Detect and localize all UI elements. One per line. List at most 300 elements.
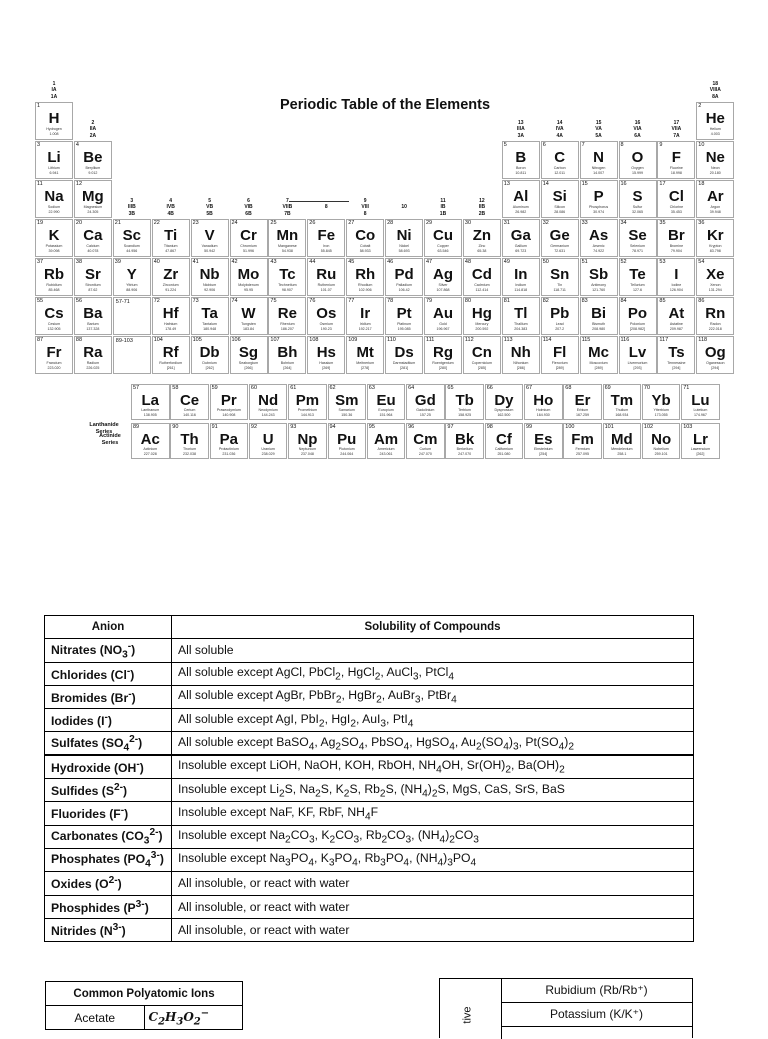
element-ne (696, 141, 734, 179)
element-db (191, 336, 229, 374)
element-si (541, 180, 579, 218)
atomic-mass: [262] (696, 452, 705, 456)
element-name: Iron (323, 244, 330, 248)
atomic-mass: 98.907 (281, 288, 293, 292)
element-symbol: Ar (706, 188, 724, 205)
group-header-line: 8A (712, 93, 719, 100)
solubility-cell: All insoluble, or react with water (172, 872, 694, 895)
lanthanide-tm (603, 384, 642, 420)
atomic-number: 103 (683, 424, 693, 430)
element-ra (74, 336, 112, 374)
element-rb (35, 258, 73, 296)
element-name: Gadolinium (416, 408, 435, 412)
element-symbol: Th (180, 431, 199, 448)
atomic-number: 46 (387, 259, 394, 265)
atomic-mass: 168.934 (615, 413, 629, 417)
atomic-number: 14 (542, 181, 549, 187)
element-name: Cobalt (359, 244, 371, 248)
element-symbol: Po (627, 305, 648, 322)
element-symbol: F (671, 149, 681, 166)
element-name: Scandium (123, 244, 140, 248)
element-symbol: Gd (414, 392, 436, 409)
element-symbol: C (554, 149, 566, 166)
element-symbol: Ge (549, 227, 570, 244)
atomic-number: 114 (542, 337, 552, 343)
atomic-number: 105 (192, 337, 202, 343)
atomic-mass: 101.07 (320, 288, 332, 292)
group-header-line: 5 (208, 197, 211, 204)
atomic-mass: 247.070 (458, 452, 472, 456)
element-symbol: Ru (316, 266, 337, 283)
atomic-number: 101 (604, 424, 614, 430)
atomic-number: 102 (643, 424, 654, 430)
element-ti (152, 219, 190, 257)
element-name: Iridium (359, 322, 371, 326)
element-name: Tennessine (667, 361, 686, 365)
element-name: Fluorine (669, 166, 683, 170)
group-header-line: 2B (478, 210, 486, 217)
atomic-number: 37 (37, 259, 44, 265)
group-header-line: IIB (478, 204, 486, 210)
element-nh (502, 336, 540, 374)
element-name: Polonium (630, 322, 645, 326)
atomic-mass: 69.723 (515, 249, 527, 253)
element-name: Lawrencium (690, 447, 711, 451)
element-rn (696, 297, 734, 335)
element-symbol: Bk (455, 431, 475, 448)
atomic-number: 116 (620, 337, 630, 343)
atomic-mass: 118.711 (553, 288, 566, 292)
element-re (268, 297, 306, 335)
atomic-mass: 95.95 (244, 288, 253, 292)
atomic-mass: 4.003 (710, 132, 720, 136)
element-k (35, 219, 73, 257)
atomic-number: 19 (37, 220, 44, 226)
group-header-9 (346, 198, 384, 218)
group-header-line: 3B (128, 210, 135, 217)
atomic-number: 66 (486, 385, 493, 391)
atomic-mass: 35.453 (670, 210, 682, 214)
element-h (35, 102, 73, 140)
lanthanide-ce (170, 384, 209, 420)
atomic-mass: 243.061 (379, 452, 393, 456)
element-in (502, 258, 540, 296)
atomic-mass: [254] (539, 452, 548, 456)
group-header-17 (657, 120, 695, 140)
element-symbol: Am (373, 431, 399, 448)
element-ds (385, 336, 423, 374)
atomic-number: 80 (464, 298, 472, 304)
solubility-cell: All insoluble, or react with water (172, 918, 694, 941)
element-name: Praseodymium (216, 408, 241, 412)
atomic-number: 55 (37, 298, 44, 304)
group-header-line: VIII (361, 204, 369, 210)
element-symbol: Rb (44, 266, 64, 283)
element-w (230, 297, 268, 335)
element-name: Tungsten (241, 322, 256, 326)
element-symbol: Hg (471, 305, 492, 322)
atomic-number: 15 (581, 181, 588, 187)
element-symbol: Cf (496, 431, 512, 448)
element-te (619, 258, 657, 296)
lanthanide-ho (524, 384, 563, 420)
group-header-line: 8 (363, 210, 367, 217)
element-name: Lanthanum (141, 408, 160, 412)
element-symbol: Mc (588, 344, 610, 361)
atomic-mass: [269] (322, 366, 331, 370)
element-symbol: Lv (628, 344, 647, 361)
atomic-mass: 209.987 (669, 327, 683, 331)
atomic-number: 56 (75, 298, 83, 304)
element-hs (307, 336, 345, 374)
element-symbol: S (632, 188, 643, 205)
lanthanide-eu (367, 384, 406, 420)
element-symbol: Tl (514, 305, 528, 322)
element-symbol: Md (611, 431, 633, 448)
atomic-number: 81 (503, 298, 510, 304)
element-symbol: Cd (471, 266, 492, 283)
element-symbol: Dy (494, 392, 514, 409)
atomic-mass: 106.42 (398, 288, 410, 292)
atomic-mass: 178.49 (165, 327, 177, 331)
atomic-mass: 92.906 (204, 288, 216, 292)
atomic-mass: 12.011 (554, 171, 566, 175)
element-i (657, 258, 695, 296)
actinide-ac (131, 423, 170, 459)
element-symbol: Rf (162, 344, 179, 361)
atomic-number: 2 (698, 103, 702, 109)
atomic-number: 71 (683, 385, 690, 391)
element-symbol: Sg (238, 344, 259, 361)
atomic-number: 30 (464, 220, 472, 226)
atomic-number: 93 (290, 424, 297, 430)
atomic-mass: 131.294 (708, 288, 722, 292)
solubility-cell: All soluble (172, 639, 694, 662)
atomic-mass: 65.38 (477, 249, 487, 253)
anion-cell: Nitrates $(NO_3^-)$ (45, 639, 172, 662)
element-name: Chromium (240, 244, 257, 248)
lanthanide-nd (249, 384, 288, 420)
group-header-12 (463, 198, 501, 218)
atomic-mass: 9.012 (88, 171, 98, 175)
atomic-number: 4 (75, 142, 79, 148)
atomic-number: 43 (270, 259, 277, 265)
element-symbol: Tc (279, 266, 296, 283)
atomic-mass: 58.693 (398, 249, 410, 253)
element-name: Osmium (319, 322, 333, 326)
element-name: Einsteinium (533, 447, 553, 451)
group-header-line: 12 (479, 197, 485, 204)
atomic-number: 110 (387, 337, 396, 343)
atomic-number: 108 (309, 337, 319, 343)
atomic-number: 58 (172, 385, 179, 391)
group-header-line: 9 (363, 197, 367, 204)
element-name: Vanadium (201, 244, 218, 248)
group-viii-bracket (289, 201, 349, 202)
element-symbol: Pm (295, 392, 320, 409)
element-symbol: Hf (162, 305, 179, 322)
group-header-line: VIA (633, 126, 642, 132)
solubility-row (45, 755, 694, 778)
element-name: Europium (378, 408, 394, 412)
atomic-mass: 126.904 (669, 288, 683, 292)
group-header-line: IVB (166, 204, 175, 210)
group-header-line: 4B (167, 210, 174, 217)
group-header-line: 1A (50, 93, 58, 100)
element-symbol: Mt (356, 344, 374, 361)
atomic-number: 24 (231, 220, 238, 226)
group-header-13 (502, 120, 540, 140)
element-symbol: I (674, 266, 679, 283)
group-header-line: VIIIA (709, 87, 721, 93)
group-header-line: 17 (673, 119, 680, 126)
element-name: Hafnium (163, 322, 178, 326)
group-header-line: VB (206, 204, 214, 210)
atomic-number: 18 (698, 181, 705, 187)
polyatomic-row (46, 1006, 243, 1030)
element-symbol: Db (199, 344, 220, 361)
element-symbol: Sm (335, 392, 359, 409)
element-name: Cerium (183, 408, 196, 412)
group-header-line: 16 (634, 119, 641, 126)
solubility-cell: Insoluble except LiOH, NaOH, KOH, RbOH, $NH_4OH$, $Sr(OH)_2$, $Ba(OH)_2$ (172, 755, 694, 778)
element-name: Flerovium (551, 361, 568, 365)
group-header-3 (113, 198, 151, 218)
atomic-number: 54 (698, 259, 705, 265)
element-symbol: Bh (277, 344, 298, 361)
atomic-number: 16 (620, 181, 627, 187)
atomic-number: 10 (698, 142, 705, 148)
element-rf (152, 336, 190, 374)
element-symbol: Os (316, 305, 337, 322)
element-cr (230, 219, 268, 257)
atomic-mass: 238.029 (261, 452, 275, 456)
series-placeholder (113, 336, 151, 374)
element-c (541, 141, 579, 179)
atomic-mass: [286] (516, 366, 525, 370)
atomic-mass: 162.500 (497, 413, 511, 417)
element-zn (463, 219, 501, 257)
element-og (696, 336, 734, 374)
element-cs (35, 297, 73, 335)
element-pd (385, 258, 423, 296)
series-placeholder-label: 57-71 (115, 299, 130, 305)
atomic-mass: 222.018 (708, 327, 722, 331)
atomic-number: 52 (620, 259, 627, 265)
anion-cell: Oxides $(O^{2-})$ (45, 872, 172, 895)
atomic-mass: 164.930 (536, 413, 550, 417)
atomic-mass: 150.36 (341, 413, 353, 417)
element-symbol: Ag (433, 266, 453, 283)
element-name: Plutonium (338, 447, 355, 451)
group-header-line: 14 (556, 119, 563, 126)
atomic-mass: [289] (594, 366, 603, 370)
group-header-line: 6A (634, 132, 641, 139)
element-hf (152, 297, 190, 335)
element-symbol: At (668, 305, 685, 322)
element-n (580, 141, 618, 179)
atomic-number: 23 (192, 220, 199, 226)
element-name: Technetium (278, 283, 297, 287)
ion-formula: $C_2H_3O_2^-$ (144, 1006, 243, 1030)
element-v (191, 219, 229, 257)
actinide-np (288, 423, 327, 459)
element-name: Cesium (47, 322, 61, 326)
atomic-number: 69 (604, 385, 611, 391)
element-symbol: U (262, 431, 274, 448)
element-name: Strontium (85, 283, 101, 287)
element-symbol: Ir (360, 305, 371, 322)
element-name: Silver (438, 283, 448, 287)
solubility-cell: All soluble except AgI, PbI$_2$, HgI$_2$, AuI$_3$, PtI$_4$ (172, 709, 694, 732)
atomic-mass: 157.25 (419, 413, 431, 417)
element-symbol: Ni (396, 227, 412, 244)
element-symbol: Si (552, 188, 567, 205)
actinide-cm (406, 423, 445, 459)
element-symbol: Pa (219, 431, 239, 448)
element-symbol: Al (513, 188, 529, 205)
element-name: Rhenium (280, 322, 295, 326)
atomic-mass: 174.967 (693, 413, 707, 417)
element-symbol: Ne (705, 149, 725, 166)
anion-cell: Bromides (Br-) (45, 685, 172, 708)
element-name: Samarium (338, 408, 355, 412)
anion-cell: Phosphides $(P^{3-})$ (45, 895, 172, 918)
atomic-mass: 208.980 (592, 327, 606, 331)
atomic-mass: 259.101 (654, 452, 668, 456)
atomic-number: 65 (447, 385, 454, 391)
actinide-series-label (84, 433, 136, 447)
group-header-line: 18 (712, 80, 719, 87)
atomic-number: 75 (270, 298, 277, 304)
element-symbol: K (48, 227, 60, 244)
atomic-mass: 132.905 (47, 327, 61, 331)
element-symbol: In (514, 266, 528, 283)
element-name: Germanium (550, 244, 570, 248)
atomic-number: 77 (348, 298, 355, 304)
element-tl (502, 297, 540, 335)
element-name: Xenon (710, 283, 721, 287)
element-sn (541, 258, 579, 296)
element-name: Promethium (297, 408, 318, 412)
atomic-number: 91 (211, 424, 218, 430)
anion-cell: Nitrides $(N^{3-})$ (45, 918, 172, 941)
atomic-mass: 14.007 (593, 171, 605, 175)
element-symbol: Ho (533, 392, 554, 409)
group-header-10 (385, 204, 423, 211)
element-symbol: Np (297, 431, 318, 448)
atomic-number: 35 (659, 220, 666, 226)
atomic-mass: 91.224 (165, 288, 177, 292)
anion-cell: Fluorides (F-) (45, 802, 172, 825)
element-name: Indium (515, 283, 527, 287)
group-header-line: 1B (439, 210, 447, 217)
atomic-mass: [261] (166, 366, 175, 370)
element-name: Radium (86, 361, 100, 365)
element-symbol: Ba (83, 305, 103, 322)
element-symbol: Cu (433, 227, 453, 244)
element-symbol: Eu (376, 392, 396, 409)
lanthanide-dy (485, 384, 524, 420)
element-name: Boron (516, 166, 526, 170)
element-zr (152, 258, 190, 296)
element-name: Nitrogen (591, 166, 606, 170)
element-symbol: Xe (706, 266, 725, 283)
element-cn (463, 336, 501, 374)
element-name: Holmium (536, 408, 551, 412)
element-symbol: He (705, 110, 725, 127)
element-name: Thallium (514, 322, 528, 326)
element-fr (35, 336, 73, 374)
atomic-number: 64 (408, 385, 415, 391)
atomic-mass: 140.908 (222, 413, 236, 417)
solubility-body (45, 639, 694, 942)
element-symbol: Be (83, 149, 103, 166)
element-f (657, 141, 695, 179)
element-symbol: Bi (591, 305, 607, 322)
periodic-table (0, 0, 768, 470)
atomic-number: 86 (698, 298, 705, 304)
element-ca (74, 219, 112, 257)
element-na (35, 180, 73, 218)
atomic-number: 22 (153, 220, 160, 226)
actinide-th (170, 423, 209, 459)
element-rh (346, 258, 384, 296)
atomic-mass: [289] (555, 366, 564, 370)
solubility-row (45, 918, 694, 941)
element-cl (657, 180, 695, 218)
element-symbol: Nd (258, 392, 279, 409)
element-symbol: O (631, 149, 644, 166)
element-b (502, 141, 540, 179)
solubility-cell: All soluble except BaSO$_4$, $Ag_2SO_4$, PbSO$_4$, HgSO$_4$, $Au_2(SO_4)_3$, $Pt(SO_4)_2$ (172, 732, 694, 755)
atomic-number: 49 (503, 259, 510, 265)
element-name: Manganese (278, 244, 297, 248)
element-name: Oxygen (631, 166, 644, 170)
element-name: Nihonium (513, 361, 529, 365)
element-name: Neodymium (258, 408, 278, 412)
lanthanide-pm (288, 384, 327, 420)
group-header-line: VIB (244, 204, 253, 210)
element-name: Rhodium (357, 283, 373, 287)
atomic-number: 107 (270, 337, 280, 343)
element-bi (580, 297, 618, 335)
atomic-mass: 87.62 (88, 288, 98, 292)
atomic-mass: 173.055 (654, 413, 668, 417)
solubility-row (45, 848, 694, 871)
element-symbol: Cr (240, 227, 257, 244)
atomic-number: 97 (447, 424, 454, 430)
atomic-mass: 28.086 (554, 210, 566, 214)
element-name: Palladium (396, 283, 412, 287)
actinide-label-line2: Series (101, 440, 119, 446)
atomic-mass: 251.080 (497, 452, 511, 456)
element-symbol: Ra (83, 344, 103, 361)
lanthanide-lu (681, 384, 720, 420)
atomic-mass: 186.207 (280, 327, 294, 331)
element-name: Thorium (182, 447, 197, 451)
element-bh (268, 336, 306, 374)
group-header-line: 10 (401, 204, 407, 210)
atomic-number: 104 (153, 337, 163, 343)
element-symbol: Nh (510, 344, 531, 361)
atomic-number: 118 (698, 337, 708, 343)
atomic-number: 25 (270, 220, 277, 226)
atomic-mass: 247.070 (418, 452, 432, 456)
atomic-mass: 190.23 (320, 327, 332, 331)
group-header-line: 15 (595, 119, 602, 126)
group-header-line: VA (595, 126, 602, 132)
